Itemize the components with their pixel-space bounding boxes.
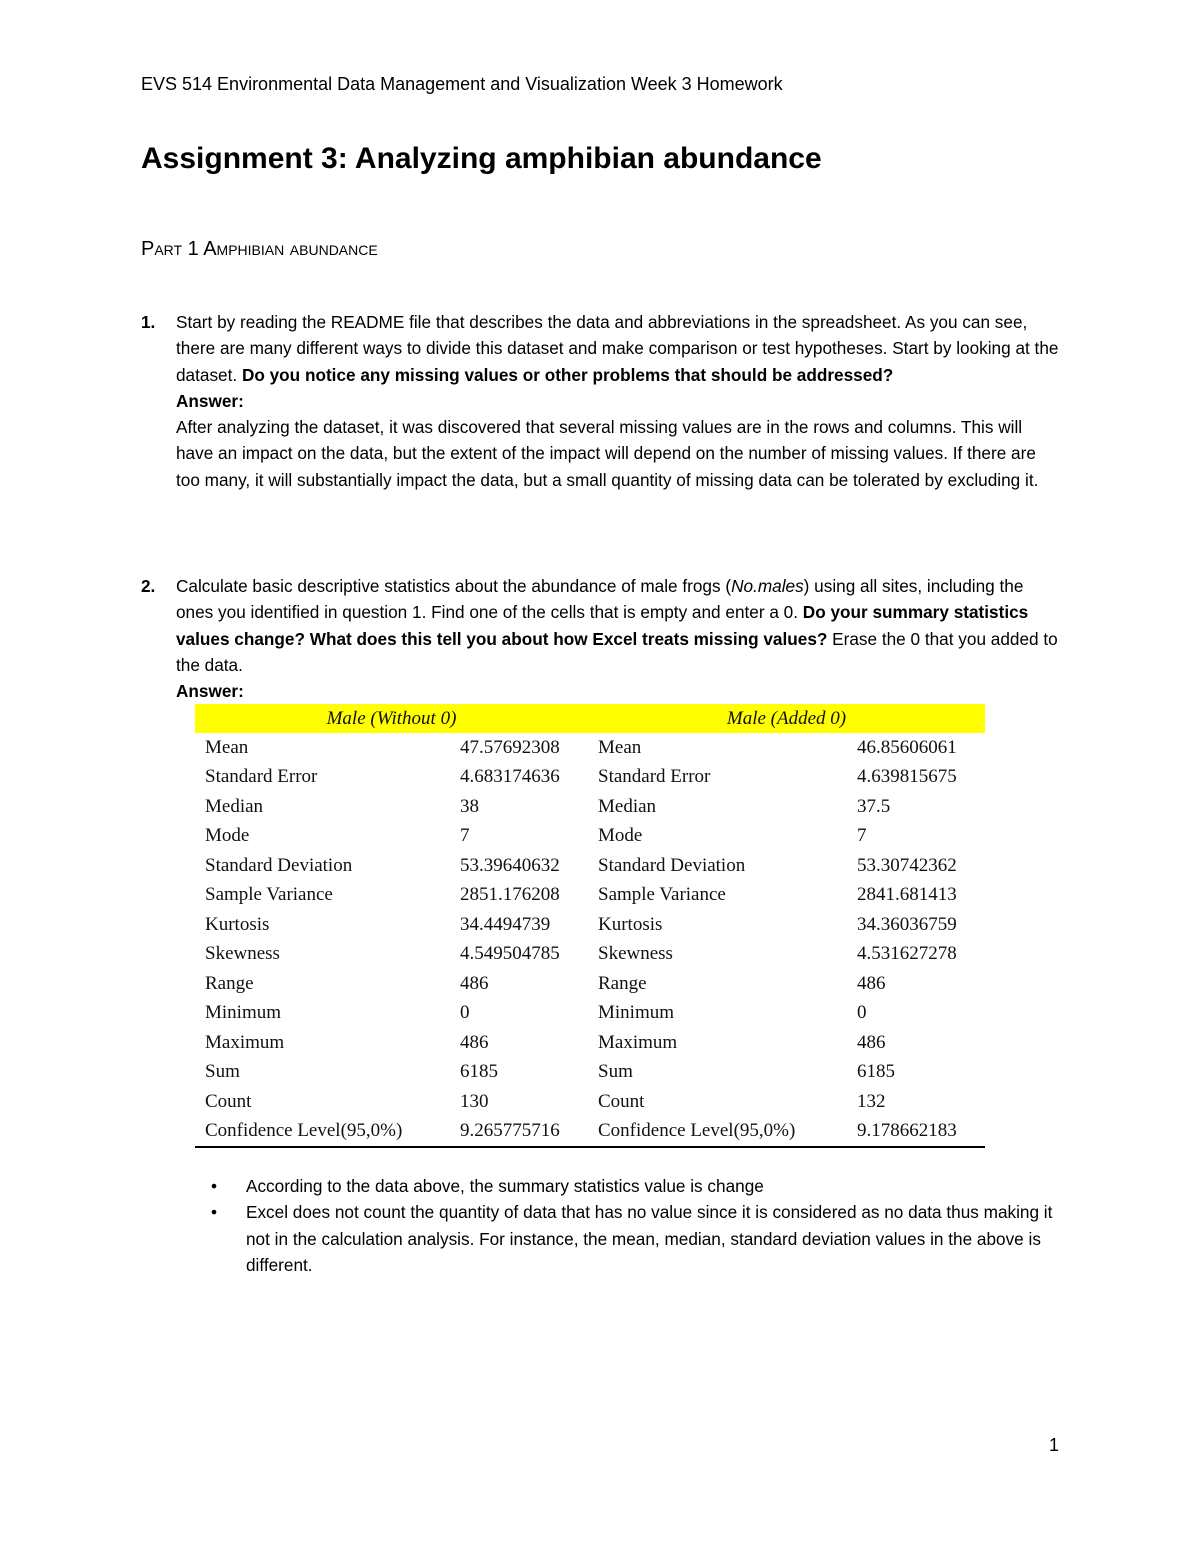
stat-value: 6185	[460, 1061, 498, 1083]
stats-body	[195, 733, 985, 1147]
stat-value: 486	[857, 972, 886, 994]
stat-label: Range	[205, 972, 254, 994]
stat-label: Standard Deviation	[205, 854, 353, 876]
question-body	[176, 573, 1061, 704]
stat-label: Kurtosis	[205, 913, 270, 935]
bullet-icon: •	[211, 1176, 218, 1196]
stat-label: Mode	[205, 825, 250, 847]
stat-label: Maximum	[598, 1031, 678, 1053]
question-prompt-cont: ) using all sites, including the ones you identified in question 1. Find one of the cells that is empty and enter a 0.	[176, 576, 1024, 623]
table-row	[195, 763, 985, 793]
stat-value: 4.683174636	[460, 766, 560, 788]
stat-value: 4.639815675	[857, 766, 957, 788]
stat-value: 2851.176208	[460, 884, 560, 906]
stat-value: 7	[460, 825, 470, 847]
question-2	[141, 573, 1061, 704]
table-row	[195, 1028, 985, 1058]
stat-label: Skewness	[205, 943, 280, 965]
stat-value: 486	[857, 1031, 886, 1053]
note-text: According to the data above, the summary statistics value is change	[246, 1176, 764, 1196]
list-item	[211, 1173, 1061, 1199]
stat-value: 486	[460, 972, 489, 994]
header-male-added-0: Male (Added 0)	[588, 704, 985, 733]
stat-value: 130	[460, 1090, 489, 1112]
stat-value: 53.39640632	[460, 854, 560, 876]
page-header: EVS 514 Environmental Data Management and Visualization Week 3 Homework	[141, 74, 783, 94]
question-number: 2.	[141, 576, 156, 596]
table-row	[195, 1087, 985, 1117]
variable-name: No.males	[731, 576, 804, 596]
stat-value: 47.57692308	[460, 736, 560, 758]
question-prompt: Calculate basic descriptive statistics about the abundance of male frogs (	[176, 576, 732, 596]
question-highlight: Do your summary statistics values change? What does this tell you about how Excel treats missing values?	[176, 602, 1029, 649]
question-highlight: Do you notice any missing values or other problems that should be addressed?	[241, 364, 894, 385]
stat-label: Count	[205, 1090, 252, 1112]
stat-value: 6185	[857, 1061, 895, 1083]
notes-list	[211, 1173, 1061, 1278]
stat-label: Sample Variance	[205, 884, 333, 906]
stat-label: Confidence Level(95,0%)	[195, 1117, 453, 1148]
answer-label: Answer:	[176, 390, 244, 411]
question-text	[176, 573, 1061, 678]
stat-value: 53.30742362	[857, 854, 957, 876]
table-row	[195, 969, 985, 999]
stat-value: 34.36036759	[857, 913, 957, 935]
question-body	[176, 309, 1061, 493]
table-row	[195, 940, 985, 970]
stat-value: 486	[460, 1031, 489, 1053]
stat-value: 0	[460, 1002, 470, 1024]
question-1	[141, 309, 1061, 493]
stat-value: 4.531627278	[857, 943, 957, 965]
stat-label: Skewness	[598, 943, 673, 965]
table-row	[195, 999, 985, 1029]
stat-label: Standard Error	[598, 766, 711, 788]
list-item	[211, 1199, 1061, 1278]
stat-label: Median	[598, 795, 657, 817]
answer-text: After analyzing the dataset, it was discovered that several missing values are in the rows and columns. This will have an impact on the data, but the extent of the impact will depend on the number of missing values. If there are too many, it will substantially impact the data, but a small quantity of missing data can be tolerated by excluding it.	[176, 417, 1039, 490]
stat-label: Mode	[598, 825, 643, 847]
stat-label: Kurtosis	[598, 913, 663, 935]
stat-value: 4.549504785	[460, 943, 560, 965]
stat-label: Mean	[598, 736, 642, 758]
stat-label: Standard Error	[205, 766, 318, 788]
bullet-icon: •	[211, 1202, 218, 1223]
question-prompt: Start by reading the README file that describes the data and abbreviations in the spreadsheet. As you can see, there are many different ways to divide this dataset and make comparison or test hypotheses. Start by looking at the dataset.	[176, 312, 1059, 385]
stat-label: Mean	[205, 736, 249, 758]
stat-value: 9.178662183	[850, 1117, 985, 1148]
stat-value: 38	[460, 795, 479, 817]
stat-label: Sum	[598, 1061, 633, 1083]
stat-value: 9.265775716	[453, 1117, 588, 1148]
stat-value: 34.4494739	[460, 913, 551, 935]
stat-label: Range	[598, 972, 647, 994]
stats-table	[195, 704, 985, 1148]
part-heading: Part 1 Amphibian abundance	[141, 238, 378, 260]
page-title: Assignment 3: Analyzing amphibian abundance	[141, 142, 822, 175]
stat-label: Minimum	[205, 1002, 282, 1024]
table-row	[195, 733, 985, 763]
question-text	[176, 309, 1061, 388]
note-text: Excel does not count the quantity of data that has no value since it is considered as no data thus making it not in the calculation analysis. For instance, the mean, median, standard deviation values in the above is different.	[246, 1202, 1053, 1275]
stat-label: Count	[598, 1090, 645, 1112]
stat-label: Sample Variance	[598, 884, 726, 906]
table-row	[195, 822, 985, 852]
answer-label: Answer:	[176, 681, 244, 702]
stat-label: Median	[205, 795, 264, 817]
table-row	[195, 910, 985, 940]
stat-value: 2841.681413	[857, 884, 957, 906]
table-row	[195, 851, 985, 881]
stat-value: 7	[857, 825, 867, 847]
stat-label: Sum	[205, 1061, 240, 1083]
stat-label: Confidence Level(95,0%)	[588, 1117, 850, 1148]
stats-header-row	[195, 704, 985, 733]
table-row	[195, 1058, 985, 1088]
stat-value: 37.5	[857, 795, 891, 817]
table-row	[195, 881, 985, 911]
table-row	[195, 1117, 985, 1148]
stat-label: Maximum	[205, 1031, 285, 1053]
stat-value: 46.85606061	[857, 736, 957, 758]
table-row	[195, 792, 985, 822]
stat-value: 0	[857, 1002, 867, 1024]
question-instruction: Erase the 0 that you added to the data.	[176, 628, 1058, 675]
page-number: 1	[1049, 1435, 1060, 1455]
question-number: 1.	[141, 312, 156, 332]
stat-label: Standard Deviation	[598, 854, 746, 876]
stat-label: Minimum	[598, 1002, 675, 1024]
stat-value: 132	[857, 1090, 886, 1112]
header-male-without-0: Male (Without 0)	[195, 704, 588, 733]
